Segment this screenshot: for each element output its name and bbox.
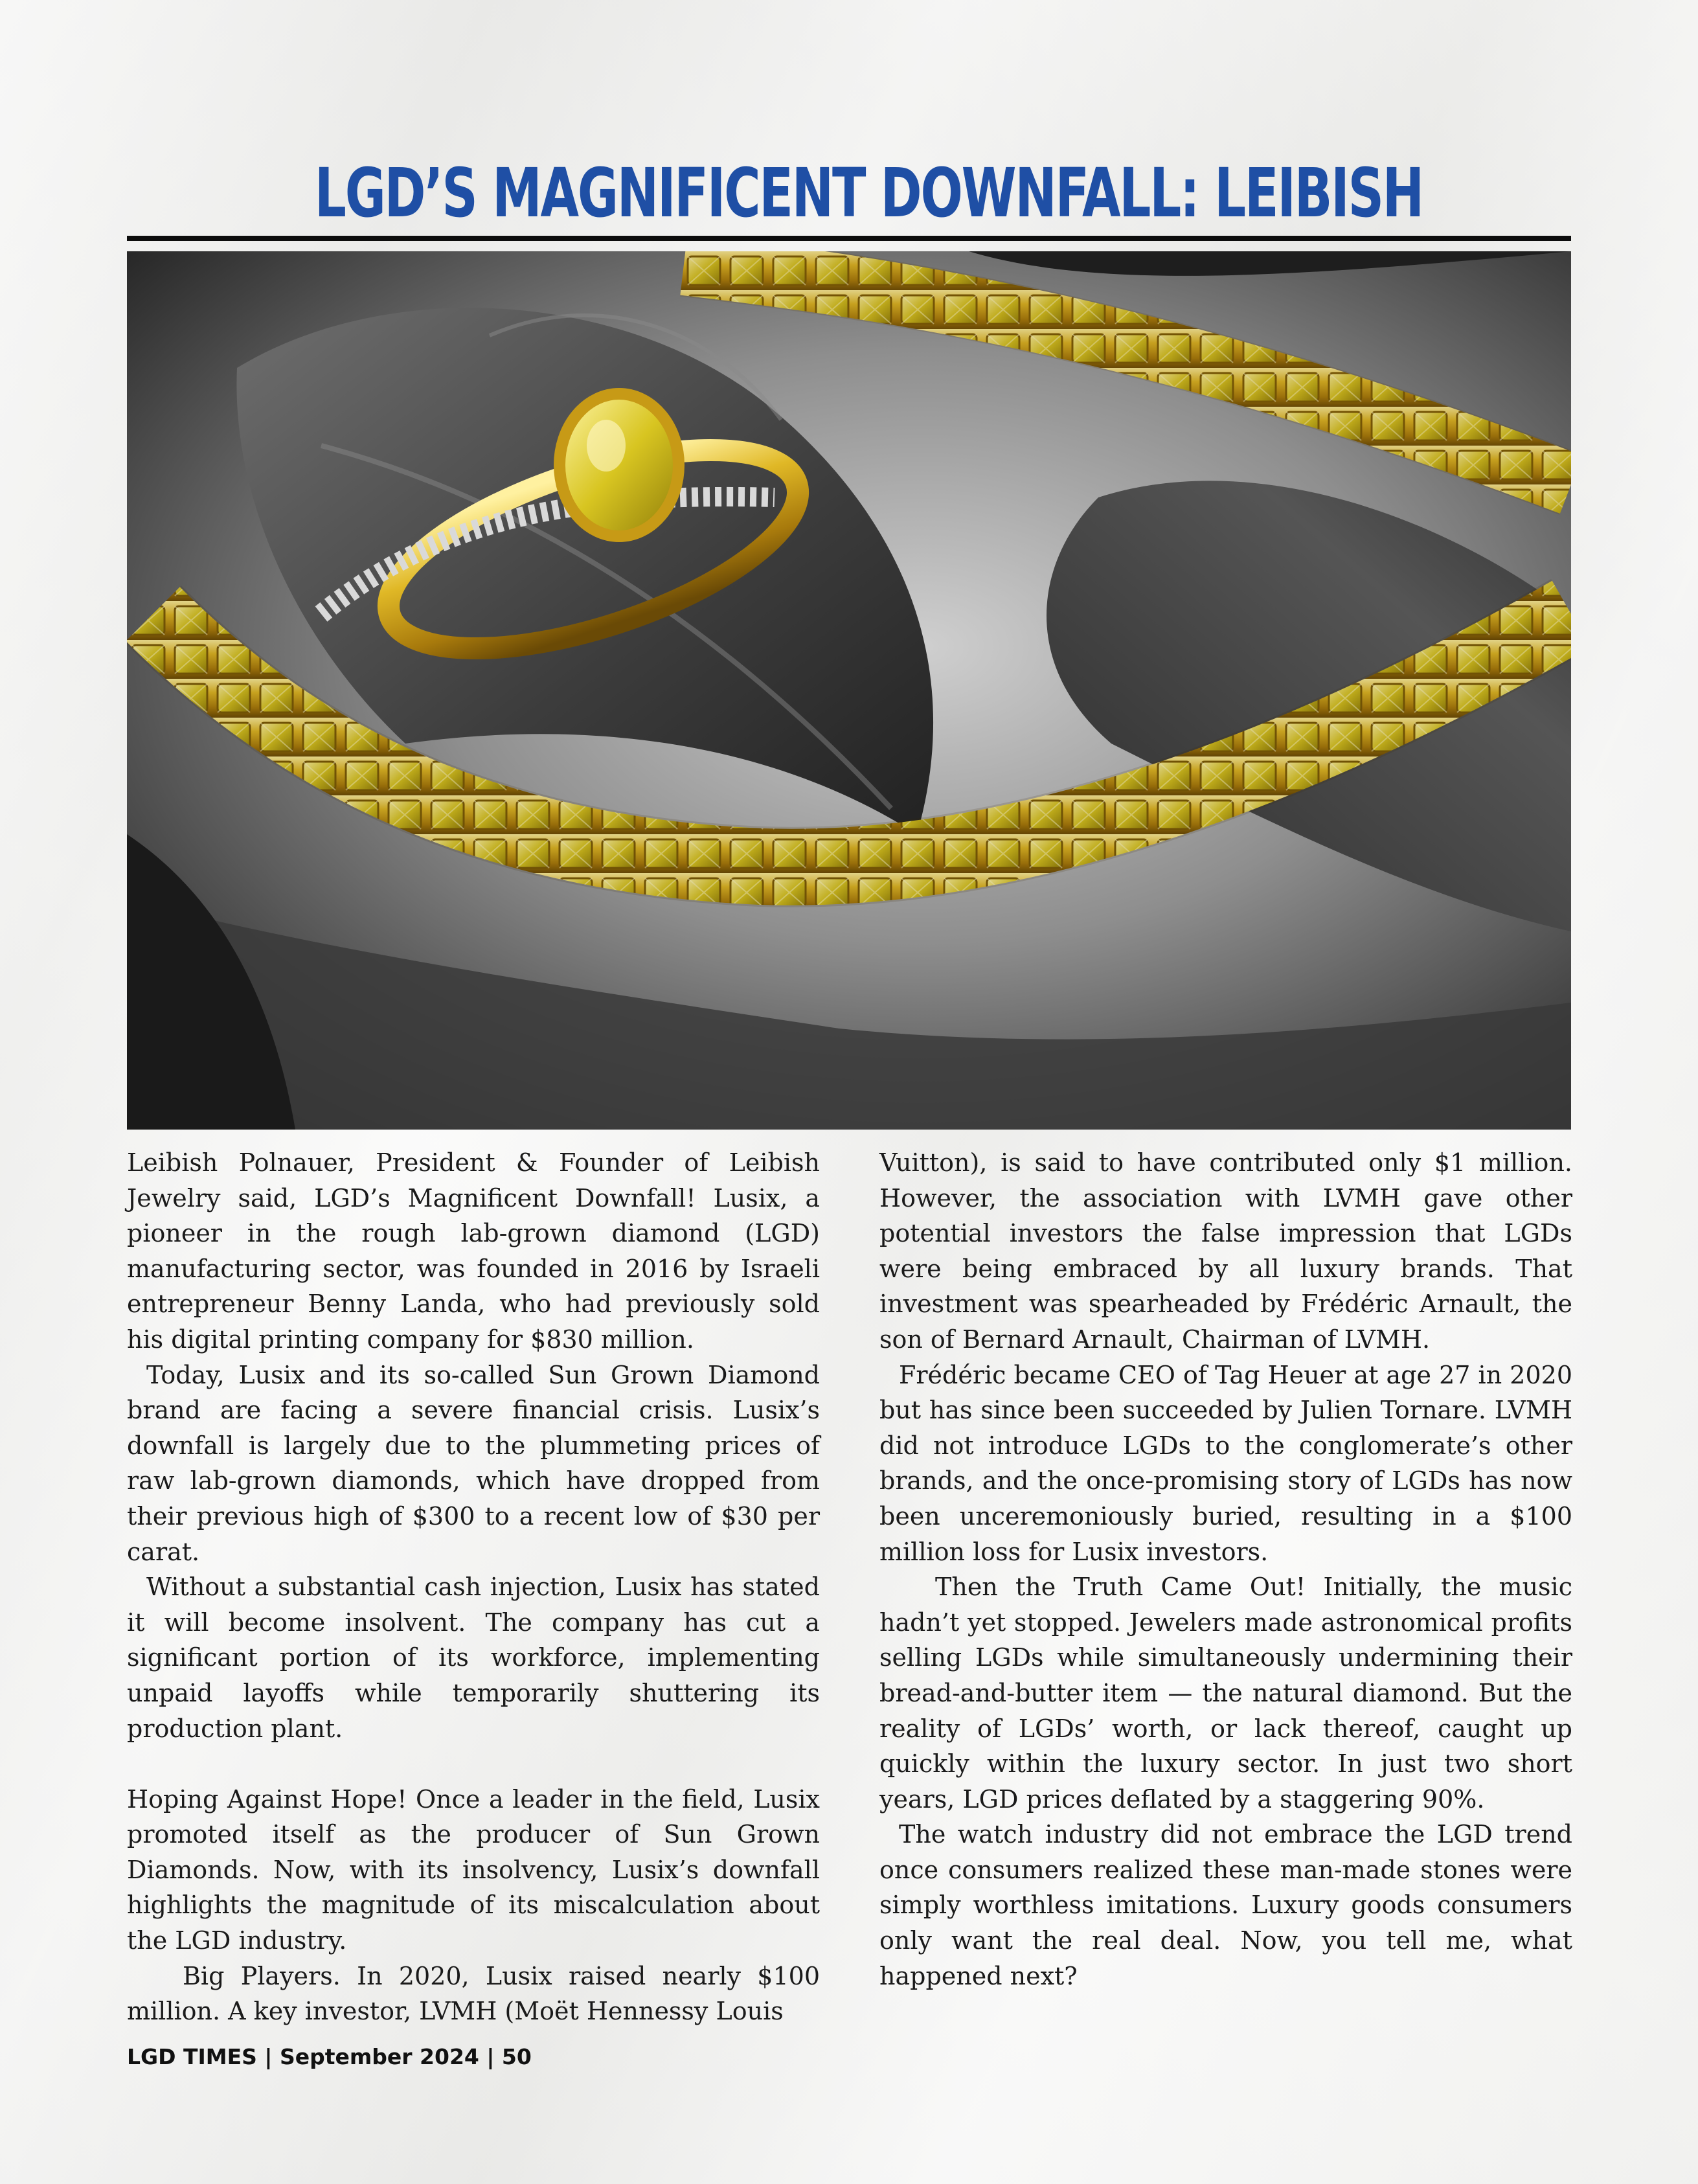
paragraph: Frédéric became CEO of Tag Heuer at age 27 in 2020 but has since been succeeded by Julien Tornare. LVMH did not introduce LGDs to the conglomerate’s other brands, and the once-promising story of LGDs has now been unceremoniously buried, resulting in a $100 million loss for Lusix investors. (879, 1360, 1572, 1566)
paragraph: Leibish Polnauer, President & Founder of Leibish Jewelry said, LGD’s Magnificent Downfall! Lusix, a pioneer in the rough lab-grown diamond (LGD) manufacturing sector, was founded in 2016 by Israeli entrepreneur Benny Landa, who had previously sold his digital printing company for $830 million. (127, 1148, 820, 1354)
paragraph: The watch industry did not embrace the LGD trend once consumers realized these man-made stones were simply worthless imitations. Luxury goods consumers only want the real deal. Now, you tell me, what happened next? (879, 1820, 1572, 1990)
paragraph: Vuitton), is said to have contributed only $1 million. However, the association with LVMH gave other potential investors the false impression that LGDs were being embraced by all luxury brands. That investment was spearheaded by Frédéric Arnault, the son of Bernard Arnault, Chairman of LVMH. (879, 1148, 1572, 1354)
paragraph: Then the Truth Came Out! Initially, the music hadn’t yet stopped. Jewelers made astronomical profits selling LGDs while simultaneously undermining their bread-and-butter item — the natural diamond. But the reality of LGDs’ worth, or lack thereof, caught up quickly within the luxury sector. In just two short years, LGD prices deflated by a staggering 90%. (879, 1573, 1572, 1814)
article-column-left (127, 1145, 820, 2029)
title-rule (127, 236, 1571, 241)
article-column-right (879, 1145, 1572, 1994)
paragraph: Hoping Against Hope! Once a leader in the field, Lusix promoted itself as the producer of Sun Grown Diamonds. Now, with its insolvency, Lusix’s downfall highlights the magnitude of its miscalculation about the LGD industry. (127, 1784, 820, 1955)
paragraph: Without a substantial cash injection, Lusix has stated it will become insolvent. The company has cut a significant portion of its workforce, implementing unpaid layoffs while temporarily shuttering its production plant. (127, 1573, 820, 1743)
page-footer: LGD TIMES | September 2024 | 50 (127, 2044, 532, 2069)
paragraph: Today, Lusix and its so-called Sun Grown Diamond brand are facing a severe financial crisis. Lusix’s downfall is largely due to the plummeting prices of raw lab-grown diamonds, which have dropped from their previous high of $300 to a recent low of $30 per carat. (127, 1360, 820, 1566)
jewelry-illustration (127, 251, 1571, 1130)
article-title: LGD’S MAGNIFICENT DOWNFALL: LEIBISH (314, 154, 1423, 233)
hero-image (127, 251, 1571, 1130)
paragraph: Big Players. In 2020, Lusix raised nearly $100 million. A key investor, LVMH (Moët Hennessy Louis (127, 1961, 820, 2026)
